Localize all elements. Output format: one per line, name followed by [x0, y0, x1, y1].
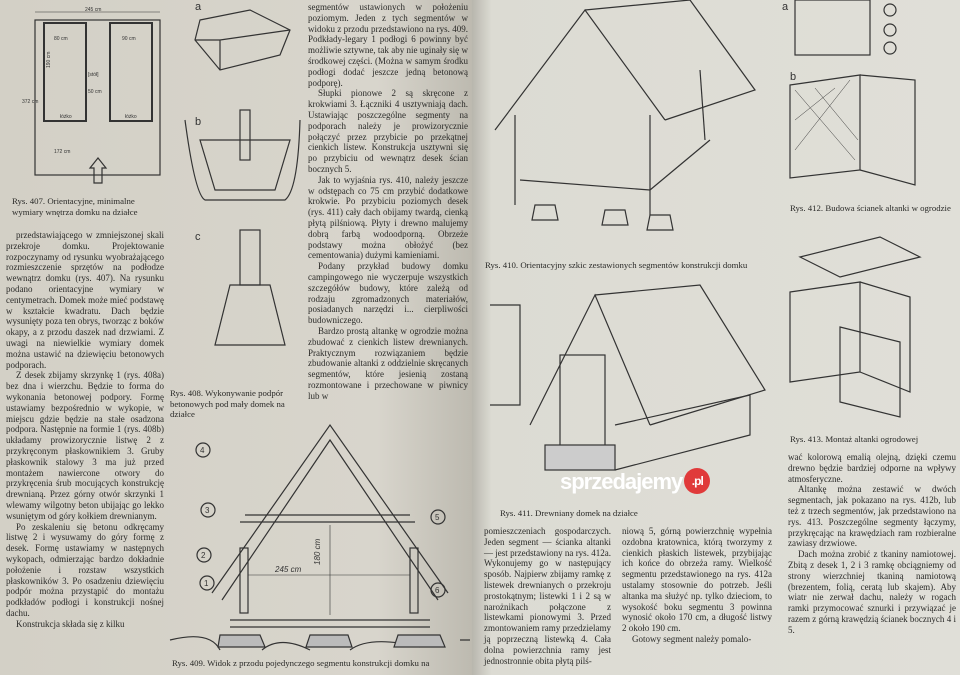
- watermark-text: sprzedajemy: [560, 469, 683, 494]
- bed-label: łóżko: [125, 114, 137, 120]
- fig410-frame-sketch: [490, 0, 760, 250]
- marker-5: 5: [435, 513, 440, 522]
- fig409-height-label: 180 cm: [313, 538, 322, 565]
- fig412-caption: Rys. 412. Budowa ścianek altanki w ogrodzie: [790, 203, 951, 213]
- marker-3: 3: [205, 506, 210, 515]
- fig412-label-a: a: [782, 1, 789, 13]
- fig408-label-b: b: [195, 116, 202, 128]
- fig411-house-drawing: [490, 285, 760, 495]
- dim-gap: 50 cm: [88, 89, 102, 95]
- fig413-gazebo-assembly: [780, 232, 950, 427]
- fig409-caption: Rys. 409. Widok z przodu pojedynczego segmentu konstrukcji domku na: [172, 658, 430, 668]
- dim-lower: 172 cm: [54, 149, 71, 155]
- fig410-caption: Rys. 410. Orientacyjny szkic zestawionych segmentów konstrukcji domku: [485, 260, 748, 270]
- marker-2: 2: [201, 551, 206, 560]
- fig407-floorplan: [22, 7, 170, 183]
- dim-bed-width: 80 cm: [54, 36, 68, 42]
- dim-table: [stół]: [88, 72, 99, 78]
- fig408-label-c: c: [195, 231, 201, 243]
- dim-height: 372 cm: [22, 99, 39, 105]
- fig412-label-b: b: [790, 71, 797, 83]
- watermark-badge: .pl: [684, 468, 710, 494]
- marker-6: 6: [435, 586, 440, 595]
- fig408-caption: Rys. 408. Wykonywanie podpór betonowych pod mały domek na działce: [170, 388, 285, 419]
- fig411-caption: Rys. 411. Drewniany domek na działce: [500, 508, 638, 518]
- watermark-logo: [560, 468, 710, 495]
- marker-4: 4: [200, 446, 205, 455]
- right-column-1: pomieszczeniach gospodarczych. Jeden segment — ścianka altanki — jest przedstawiony na rys. 412a. Wykonujemy go w następujący sposób. Najpierw zbijamy ramkę z listewek drewnianych o przekroju prostokątnym; listewki 1 i 2 są w narożnikach połączone z listewkami pionowymi 3. Przed zmontowaniem ramy przedzielamy ją poprzeczną listewką 4. Cała dolna powierzchnia ramy jest jednostronnie obita płytą pilś-: [484, 526, 611, 666]
- fig413-caption: Rys. 413. Montaż altanki ogrodowej: [790, 434, 919, 444]
- fig412-wall-segments: [780, 0, 950, 190]
- left-column-1: przedstawiającego w zmniejszonej skali przekroje domku. Projektowanie rozpoczynamy od rysunku wyobrażającego rozmieszczenie sprzętów na podłodze wewnątrz domku (rys. 407). Na rysunku podano orientacyjne wymiary w centymetrach. Domek może mieć podstawę w kształcie kwadratu. Dach będzie wysunięty poza ten obrys, tworząc z boków okapy, a z przodu daszek nad drzwiami. Z uwagi na niewielkie wymiary domek można ustawić na dziewięciu betonowych podporach. Z desek zbijamy skrzynkę 1 (rys. 408a) bez dna i wierzchu. Będzie to forma do wykonania betonowej podpory. Formę ustawiamy bezpośrednio w wykopie, w miejscu gdzie będzie na stałe osadzona podpora. Następnie na formie 1 (rys. 408b) układamy prowizorycznie listwę 2 z przykręconym płaskownikiem 3. Gruby płaskownik stalowy 3 ma już przed montażem nawiercone otwory do przykręcenia śrub mocujących konstrukcję drewnianą. Przez górny otwór skrzynki 1 wlewamy wilgotny beton ubijając go lekko wsuniętym od góry kołkiem drewnianym. Po zeskaleniu się betonu odkręcamy listwę 2 i wysuwamy do góry formę z desek. Formę ustawiamy w następnych wykopach, odmierzając bardzo dokładnie położenie i rozstaw wszystkich płaskowników 3. Po osadzeniu dziewięciu podpór można przystąpić do montażu podkładów podłogi i konstrukcji nośnej dachu. Konstrukcja składa się z kilku: [6, 230, 164, 629]
- fig409-segment-drawing: [170, 425, 470, 650]
- dim-length: 190 cm: [46, 51, 52, 68]
- bed-label: łóżko: [60, 114, 72, 120]
- marker-1: 1: [204, 579, 209, 588]
- fig409-width-label: 245 cm: [275, 565, 302, 574]
- dim-width: 245 cm: [85, 7, 102, 13]
- right-column-3: wać kolorową emalią olejną, dzięki czemu drewno będzie bardziej odporne na wpływy atmosferyczne. Altankę można zestawić w dwóch segmentach, jak pokazano na rys. 412b, lub też z trzech segmentów, jak przedstawiono na rys. 413. Poszczególne segmenty łączymy, przykręcając na krawędziach ram rozbieralne zawiasy drzwiowe. Dach można zrobić z tkaniny namiotowej. Zbitą z desek 1, 2 i 3 ramkę obciągniemy od strony wierzchniej tkaniną namiotową (brezentem, folią, ceratą lub skajem). Aby wiatr nie zerwał dachu, należy w rogach ramki przymocować sznurki i przywiązać je razem z górną krawędzią ścianek bocznych 4 i 5.: [788, 452, 956, 635]
- dim-bed-width-2: 90 cm: [122, 36, 136, 42]
- right-column-2: niową 5, górną powierzchnię wypełnia ozdobna kratownica, którą tworzymy z cienkich płaskich listewek, przybijając ich końce do obrzeża ramy. Wielkość segmentu przedstawionego na rys. 412a ustalamy stosownie do potrzeb. Jeśli altanka ma służyć np. tylko dzieciom, to wysokość boku segmentu 3 powinna wynosić około 170 cm, a długość listwy 2 około 190 cm. Gotowy segment należy pomalo-: [622, 526, 772, 644]
- fig407-caption: Rys. 407. Orientacyjne, minimalne wymiary wnętrza domku na działce: [12, 196, 138, 217]
- fig408-drawings: [180, 0, 305, 380]
- fig408-label-a: a: [195, 1, 202, 13]
- left-column-2: segmentów ustawionych w położeniu poziomym. Jeden z tych segmentów w widoku z przodu przedstawiono na rys. 409. Podkłady-legary 1 podłogi 6 powinny być możliwie sztywne, tak aby nie uginały się w środkowej części. (Można w samym środku podłogi dodać jeszcze jedną betonową podporę). Słupki pionowe 2 są skręcone z krokwiami 3. Łączniki 4 usztywniają dach. Ustawiając poszczególne segmenty na podporach należy je prowizorycznie połączyć przez przybicie po przekątnej cienkich listew. Konstrukcja usztywni się po przybiciu od wewnątrz desek ścian bocznych 5. Jak to wyjaśnia rys. 410, należy jeszcze w odstępach co 75 cm przybić dodatkowe krokwie. Po przybiciu poziomych desek (rys. 411) cały dach obijamy twardą, cienką płytą pilśniową. Płyty i drewno malujemy dobrą farbą wodoodporną. Obrzeże podstawy można obłożyć (bez cementowania) dużymi kamieniami. Podany przykład budowy domku campingowego nie wyczerpuje wszystkich szczegółów budowy, które zależą od rodzaju zgromadzonych materiałów, posiadanych narzędzi i... cierpliwości budowniczego. Bardzo prostą altankę w ogrodzie można zbudować z cienkich listew drewnianych. Praktycznym rozwiązaniem będzie zbudowanie altanki z oddzielnie skręcanych segmentów, które jesienią zostaną rozmontowane i przechowane w piwnicy lub w: [308, 2, 468, 401]
